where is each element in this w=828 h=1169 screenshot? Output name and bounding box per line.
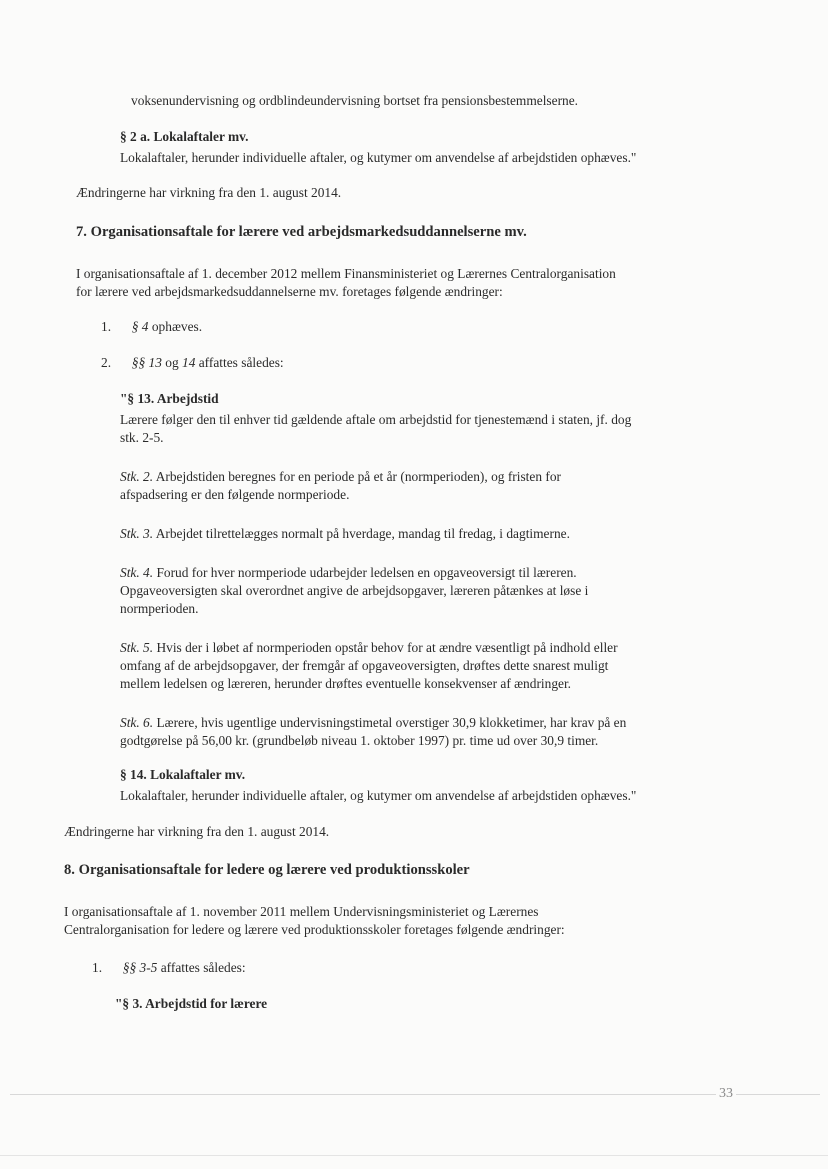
stk-label: Stk. 2. xyxy=(120,469,154,484)
list-item-1 xyxy=(101,318,202,335)
effective-date-note: Ændringerne har virkning fra den 1. august 2014. xyxy=(76,185,342,200)
line-continuation: voksenundervisning og ordblindeundervisning bortset fra pensionsbestemmelserne. xyxy=(131,93,579,108)
section-2a-text: Lokalaftaler, herunder individuelle aftaler, og kutymer om anvendelse af arbejdstiden ophæves." xyxy=(120,150,637,165)
footer-rule xyxy=(10,1094,820,1095)
stk-6-line-2: godtgørelse på 56,00 kr. (grundbeløb niveau 1. oktober 1997) pr. time ud over 30,9 timer. xyxy=(120,733,599,748)
paragraph-reference: §§ 3-5 xyxy=(122,960,158,975)
stk-2 xyxy=(120,468,561,485)
stk-2-line-2: afspadsering er den følgende normperiode. xyxy=(120,487,350,502)
section-3-heading: "§ 3. Arbejdstid for lærere xyxy=(115,996,268,1011)
stk-5-line-3: mellem ledelsen og læreren, herunder drøftes eventuelle konsekvenser af ændringer. xyxy=(120,676,572,691)
section-8-paragraph-line-2: Centralorganisation for ledere og lærere ved produktionsskoler foretages følgende ændringer: xyxy=(64,922,565,937)
paragraph-reference: §§ 13 xyxy=(131,355,162,370)
section-2a-heading: § 2 a. Lokalaftaler mv. xyxy=(120,129,249,144)
page-number: 33 xyxy=(716,1085,736,1102)
list-item-text: affattes således: xyxy=(157,960,246,975)
list-item-2 xyxy=(101,354,284,371)
list-item-connector: og xyxy=(161,355,182,370)
section-13-line-2: stk. 2-5. xyxy=(120,430,164,445)
bottom-edge-rule xyxy=(0,1155,828,1156)
section-14-heading: § 14. Lokalaftaler mv. xyxy=(120,767,246,782)
effective-date-note-2: Ændringerne har virkning fra den 1. august 2014. xyxy=(64,824,330,839)
list-item-number: 1. xyxy=(92,960,103,975)
list-item-number: 2. xyxy=(101,355,112,370)
section-8-paragraph-line-1: I organisationsaftale af 1. november 2011 mellem Undervisningsministeriet og Lærernes xyxy=(64,904,539,919)
stk-text: Hvis der i løbet af normperioden opstår behov for at ændre væsentligt på indhold eller xyxy=(153,640,618,655)
stk-4-line-3: normperioden. xyxy=(120,601,199,616)
stk-text: Lærere, hvis ugentlige undervisningstimetal overstiger 30,9 klokketimer, har krav på en xyxy=(153,715,627,730)
stk-text: Arbejdet tilrettelægges normalt på hverdage, mandag til fredag, i dagtimerne. xyxy=(153,526,570,541)
section-7-paragraph-line-1: I organisationsaftale af 1. december 2012 mellem Finansministeriet og Lærernes Centralorganisation xyxy=(76,266,616,281)
stk-label: Stk. 5. xyxy=(120,640,154,655)
list-item-text: ophæves. xyxy=(148,319,203,334)
list-item-number: 1. xyxy=(101,319,112,334)
paragraph-reference: § 4 xyxy=(131,319,149,334)
stk-4 xyxy=(120,564,577,581)
heading-section-8: 8. Organisationsaftale for ledere og lærere ved produktionsskoler xyxy=(64,862,470,878)
stk-text: Arbejdstiden beregnes for en periode på et år (normperioden), og fristen for xyxy=(153,469,562,484)
section-7-paragraph-line-2: for lærere ved arbejdsmarkedsuddannelserne mv. foretages følgende ændringer: xyxy=(76,284,503,299)
section-13-heading: "§ 13. Arbejdstid xyxy=(120,391,219,406)
stk-4-line-2: Opgaveoversigten skal overordnet angive de arbejdsopgaver, læreren påtænkes at løse i xyxy=(120,583,589,598)
heading-section-7: 7. Organisationsaftale for lærere ved arbejdsmarkedsuddannelserne mv. xyxy=(76,224,527,240)
list-item-text: affattes således: xyxy=(195,355,284,370)
stk-3 xyxy=(120,525,570,542)
list-item-8-1 xyxy=(92,959,246,976)
stk-6 xyxy=(120,714,626,731)
stk-label: Stk. 3. xyxy=(120,526,154,541)
section-13-line-1: Lærere følger den til enhver tid gældende aftale om arbejdstid for tjenestemænd i staten, jf. dog xyxy=(120,412,632,427)
stk-5-line-2: omfang af de arbejdsopgaver, der fremgår af opgaveoversigten, drøftes dette snarest muligt xyxy=(120,658,609,673)
paragraph-reference-2: 14 xyxy=(182,355,196,370)
stk-text: Forud for hver normperiode udarbejder ledelsen en opgaveoversigt til læreren. xyxy=(153,565,577,580)
section-14-text: Lokalaftaler, herunder individuelle aftaler, og kutymer om anvendelse af arbejdstiden ophæves." xyxy=(120,788,637,803)
stk-5 xyxy=(120,639,618,656)
stk-label: Stk. 6. xyxy=(120,715,154,730)
stk-label: Stk. 4. xyxy=(120,565,154,580)
